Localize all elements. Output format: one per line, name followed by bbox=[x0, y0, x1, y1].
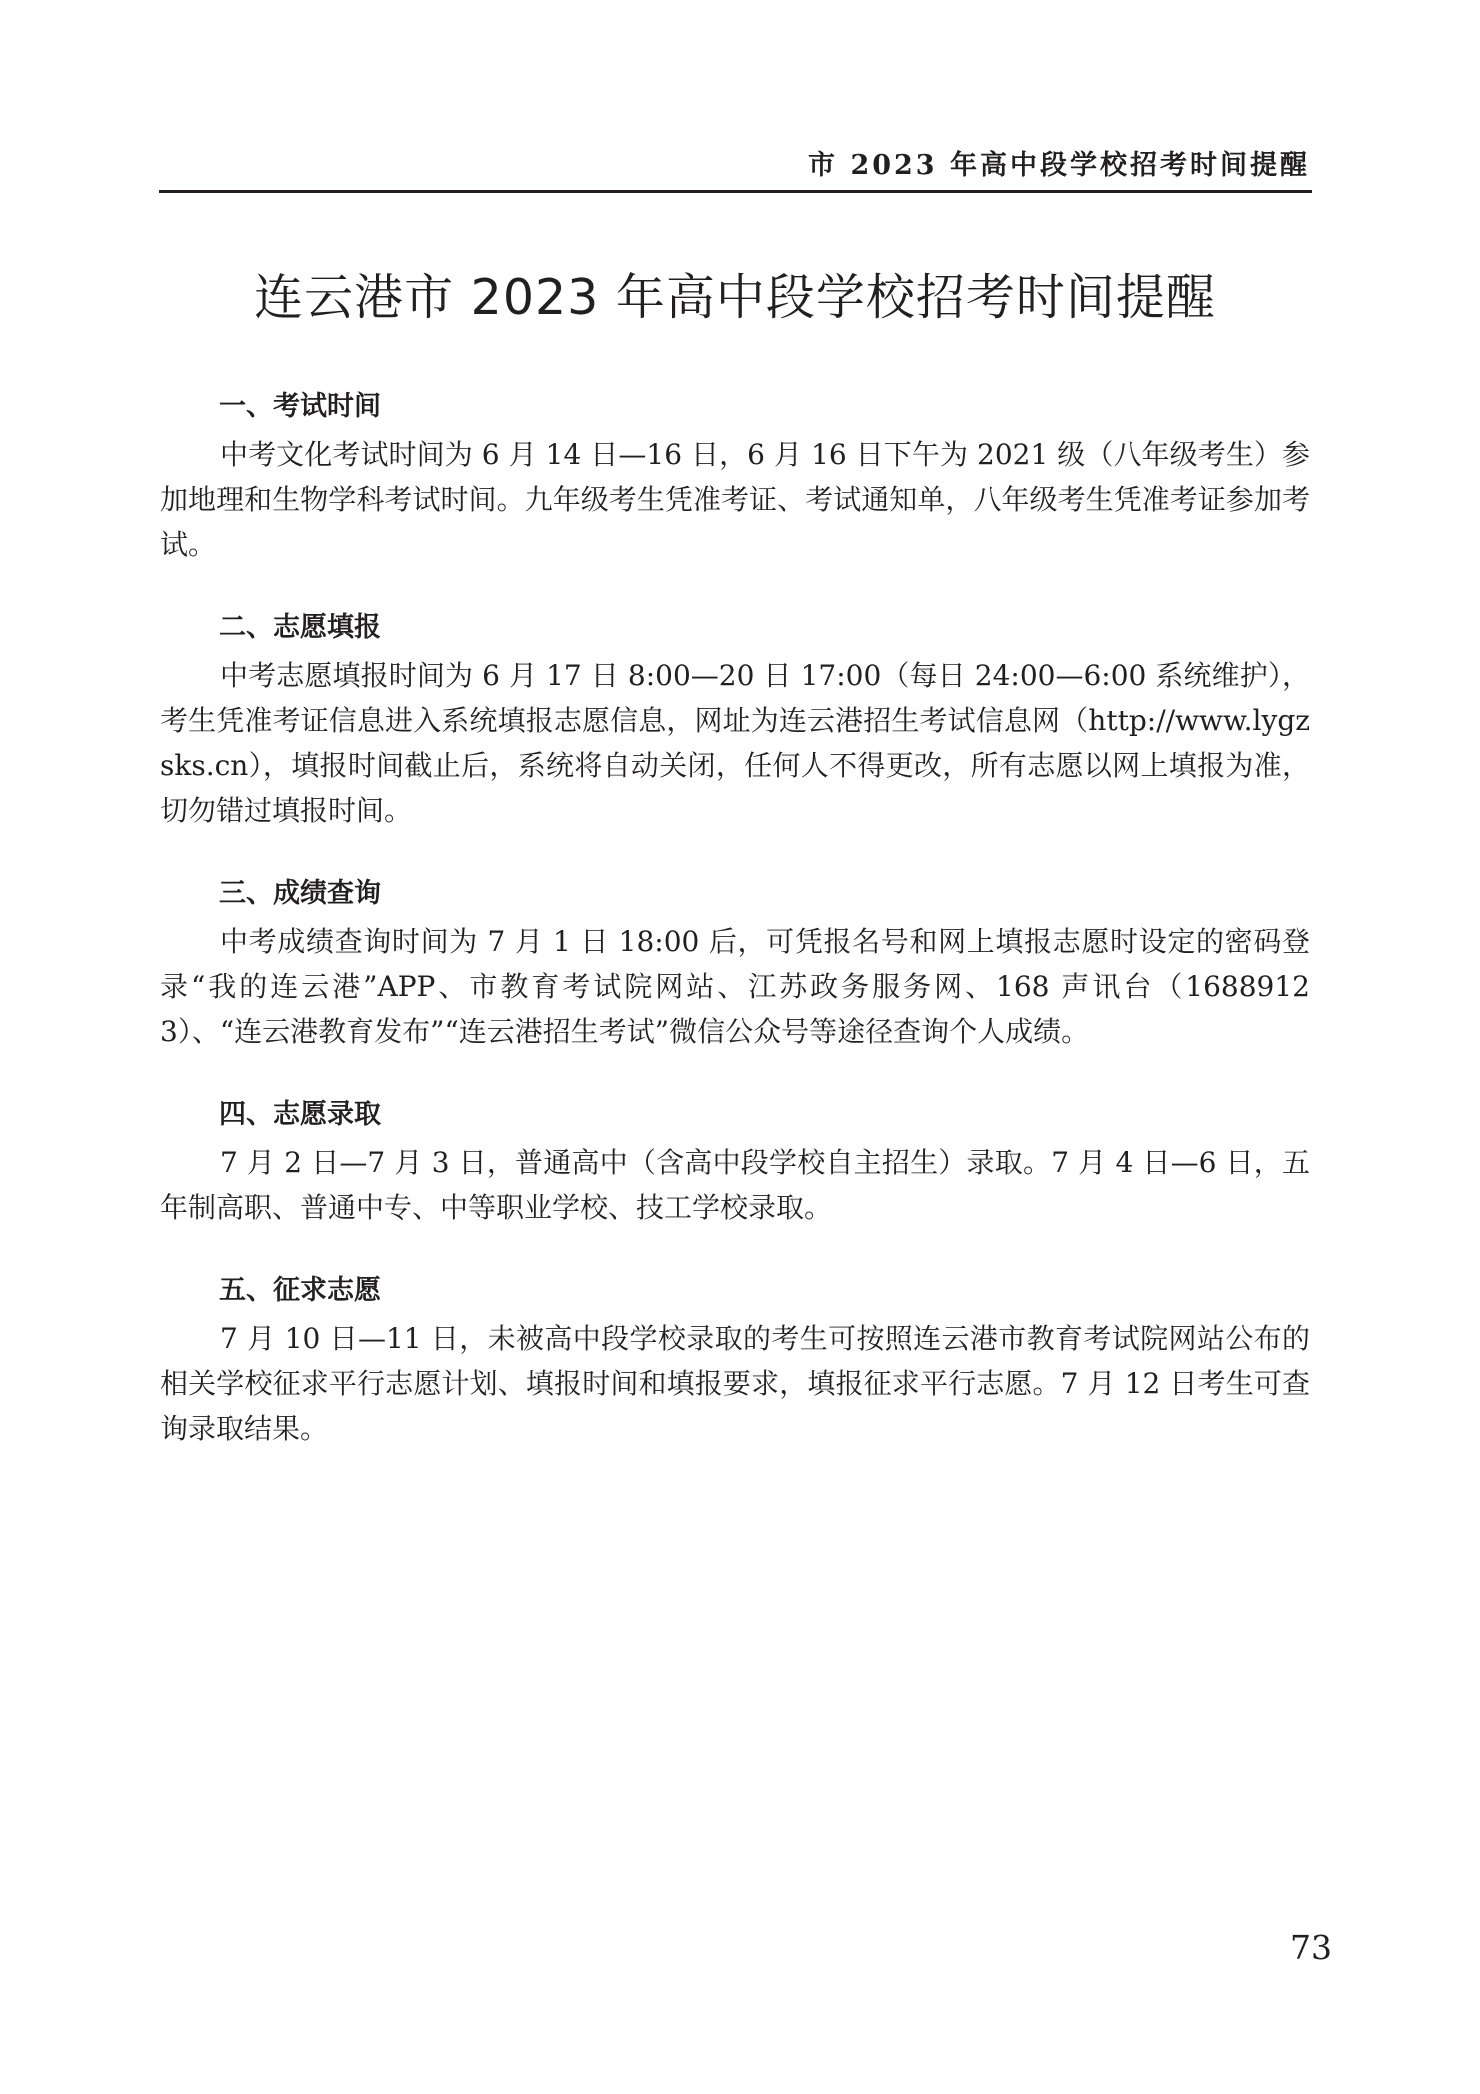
section-paragraph: 中考志愿填报时间为 6 月 17 日 8:00—20 日 17:00（每日 24:00—6:00 系统维护），考生凭准考证信息进入系统填报志愿信息，网址为连云港招生考试信息网（http://www.lygzsks.cn），填报时间截止后，系统将自动关闭，任何人不得更改，所有志愿以网上填报为准，切勿错过填报时间。 bbox=[160, 659, 1310, 827]
section-score-query bbox=[160, 873, 1310, 1054]
section-paragraph: 7 月 2 日—7 月 3 日，普通高中（含高中段学校自主招生）录取。7 月 4 日—6 日，五年制高职、普通中专、中等职业学校、技工学校录取。 bbox=[160, 1146, 1310, 1224]
section-paragraph: 7 月 10 日—11 日，未被高中段学校录取的考生可按照连云港市教育考试院网站公布的相关学校征求平行志愿计划、填报时间和填报要求，填报征求平行志愿。7 月 12 日考生可查询录取结果。 bbox=[160, 1322, 1310, 1445]
document-body bbox=[160, 386, 1310, 1491]
page-title: 连云港市 2023 年高中段学校招考时间提醒 bbox=[254, 269, 1216, 326]
section-paragraph: 中考成绩查询时间为 7 月 1 日 18:00 后，可凭报名号和网上填报志愿时设定的密码登录“我的连云港”APP、市教育考试院网站、江苏政务服务网、168 声讯台（16889123）、“连云港教育发布”“连云港招生考试”微信公众号等途径查询个人成绩。 bbox=[160, 925, 1310, 1048]
header-rule bbox=[159, 190, 1312, 193]
section-admission bbox=[160, 1094, 1310, 1230]
section-heading: 三、成绩查询 bbox=[219, 878, 381, 909]
page-number: 73 bbox=[1290, 1928, 1332, 1967]
section-paragraph: 中考文化考试时间为 6 月 14 日—16 日，6 月 16 日下午为 2021 级（八年级考生）参加地理和生物学科考试时间。九年级考生凭准考证、考试通知单，八年级考生凭准考证参加考试。 bbox=[160, 438, 1310, 561]
running-header: 市 2023 年高中段学校招考时间提醒 bbox=[808, 150, 1310, 181]
section-heading: 二、志愿填报 bbox=[219, 612, 381, 643]
section-heading: 五、征求志愿 bbox=[219, 1275, 381, 1306]
section-supplementary bbox=[160, 1270, 1310, 1451]
section-exam-time bbox=[160, 386, 1310, 567]
section-heading: 一、考试时间 bbox=[219, 391, 381, 422]
section-application bbox=[160, 607, 1310, 833]
section-heading: 四、志愿录取 bbox=[219, 1099, 381, 1130]
